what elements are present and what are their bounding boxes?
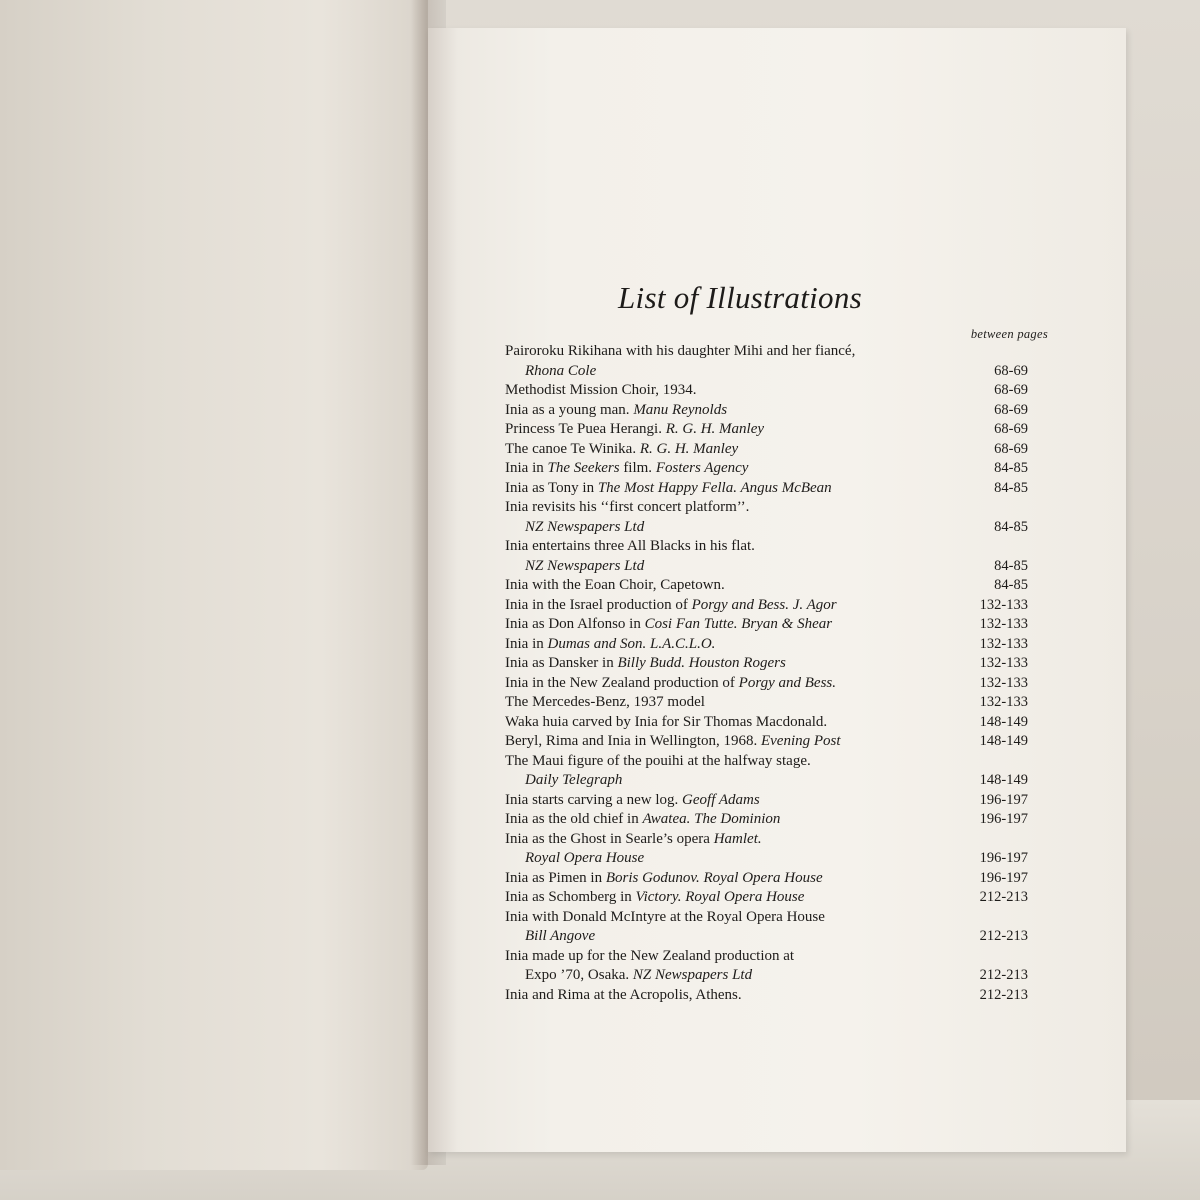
caption-credit-text: Billy Budd. Houston Rogers [617,655,786,671]
list-item [505,401,1050,421]
caption-text: Pairoroku Rikihana with his daughter Mihi and her fiancé, [505,343,856,359]
list-item [505,869,1050,889]
entry-page-range: 84-85 [994,577,1028,593]
caption-line [505,811,780,827]
left-page-show-through [30,250,410,950]
list-item [505,830,1050,869]
entry-caption [505,635,955,655]
entry-page-range: 132-133 [979,674,1028,691]
entry-page-range: 148-149 [979,713,1028,730]
caption-line [505,675,836,691]
caption-credit-text: Rhona Cole [525,362,597,379]
caption-text: Expo ’70, Osaka. [525,967,633,983]
caption-text: film. [619,460,656,476]
caption-continuation-line [505,362,955,382]
caption-text: Beryl, Rima and Inia in Wellington, 1968. [505,733,761,749]
list-item [505,810,1050,830]
entry-page-range: 68-69 [994,401,1028,418]
entry-caption [505,420,955,440]
caption-text: Princess Te Puea Herangi. [505,421,666,437]
list-item [505,947,1050,986]
caption-line [505,597,837,613]
caption-text: Inia as Tony in [505,479,598,496]
caption-text: Inia and Rima at the Acropolis, Athens. [505,986,742,1003]
caption-text: Inia in [505,460,548,476]
entry-caption [505,888,955,908]
caption-line [505,792,760,808]
list-item [505,440,1050,460]
caption-text: Inia starts carving a new log. [505,791,683,808]
page-title: List of Illustrations [618,280,863,315]
caption-credit-text: Daily Telegraph [525,772,623,788]
caption-line [505,577,725,593]
caption-text: Inia as Dansker in [505,655,618,671]
entry-page-range: 68-69 [994,440,1028,457]
entry-caption [505,401,955,421]
caption-line [505,655,786,671]
caption-text: Methodist Mission Choir, 1934. [505,382,697,398]
caption-credit-text: Hamlet. [713,830,762,847]
list-item [505,537,1050,576]
caption-line [505,382,697,398]
caption-continuation-line [505,927,955,947]
caption-credit-text: R. G. H. Manley [639,440,739,457]
caption-credit-text: R. G. H. Manley [665,421,765,437]
caption-line [505,870,823,886]
entry-page-range: 68-69 [994,362,1028,379]
caption-line [505,831,762,847]
caption-text: Waka huia carved by Inia for Sir Thomas Macdonald. [505,713,828,730]
caption-credit-text: Geoff Adams [682,791,760,808]
caption-line [505,538,755,554]
caption-line [505,714,827,730]
caption-line [505,948,794,964]
list-item [505,576,1050,596]
entry-caption [505,537,955,576]
caption-text: Inia as Don Alfonso in [505,616,645,632]
caption-text: Inia in [505,635,548,652]
entry-caption [505,596,955,616]
entry-caption [505,908,955,947]
entry-caption [505,713,955,733]
caption-credit-text: Fosters Agency [655,460,749,476]
entry-caption [505,869,955,889]
caption-text: Inia entertains three All Blacks in his flat. [505,538,755,554]
entries-list [505,342,1050,1005]
entry-caption [505,381,955,401]
caption-line [505,753,811,769]
caption-line [505,441,738,457]
caption-text: Inia made up for the New Zealand production at [505,947,795,964]
caption-continuation-line [505,966,955,986]
caption-credit-text: Bill Angove [525,928,596,944]
column-header: between pages [970,327,1048,341]
entry-caption [505,693,955,713]
entry-page-range: 84-85 [994,479,1028,496]
caption-credit-text: Boris Godunov. Royal Opera House [605,869,823,886]
entry-page-range: 84-85 [994,557,1028,574]
list-item [505,615,1050,635]
caption-text: The canoe Te Winika. [505,440,640,457]
entry-caption [505,830,955,869]
caption-line [505,402,727,418]
caption-line [505,343,855,359]
entry-caption [505,947,955,986]
list-item [505,420,1050,440]
entry-page-range: 196-197 [979,791,1028,808]
caption-text: Inia in the Israel production of [505,596,692,613]
entry-page-range: 212-213 [979,986,1028,1003]
entry-caption [505,479,955,499]
caption-line [505,480,832,496]
entry-caption [505,732,955,752]
caption-line [505,421,764,437]
caption-credit-text: NZ Newspapers Ltd [632,967,753,983]
caption-credit-text: NZ Newspapers Ltd [525,518,645,535]
caption-text: The Mercedes-Benz, 1937 model [505,694,705,710]
entry-page-range: 132-133 [979,596,1028,613]
caption-text: Inia revisits his ‘‘first concert platform’’. [505,499,750,515]
entry-page-range: 132-133 [979,655,1028,671]
list-item [505,459,1050,479]
list-item [505,908,1050,947]
illustrations-list [505,278,1050,1005]
entry-page-range: 212-213 [979,967,1028,983]
caption-credit-text: NZ Newspapers Ltd [525,557,645,574]
list-item [505,888,1050,908]
entry-page-range: 68-69 [994,421,1028,437]
right-page-gutter-shade [428,28,458,1152]
caption-line [505,499,749,515]
caption-continuation-line [505,849,955,869]
caption-credit-text: The Seekers [547,460,620,476]
caption-text: Inia as a young man. [505,401,634,418]
list-item [505,596,1050,616]
caption-text: Inia as the old chief in [505,811,643,827]
caption-continuation-line [505,518,955,538]
entry-caption [505,615,955,635]
caption-continuation-line [505,557,955,577]
entry-page-range: 148-149 [979,733,1028,749]
caption-continuation-line [505,771,955,791]
caption-credit-text: Victory. Royal Opera House [635,889,805,905]
list-item [505,713,1050,733]
entry-caption [505,440,955,460]
caption-credit-text: Manu Reynolds [633,401,728,418]
entry-caption [505,576,955,596]
caption-line [505,616,832,632]
caption-line [505,909,825,925]
entry-caption [505,654,955,674]
caption-text: Inia as Pimen in [505,869,606,886]
entry-page-range: 84-85 [994,460,1028,476]
entry-page-range: 212-213 [979,928,1028,944]
caption-line [505,694,705,710]
entry-page-range: 68-69 [994,382,1028,398]
caption-credit-text: Cosi Fan Tutte. Bryan & Shear [644,616,833,632]
caption-line [505,733,841,749]
entry-page-range: 196-197 [979,850,1028,866]
caption-credit-text: Awatea. The Dominion [642,811,781,827]
list-item [505,693,1050,713]
caption-credit-text: Porgy and Bess. J. Agor [691,596,837,613]
list-item [505,498,1050,537]
entry-page-range: 212-213 [979,889,1028,905]
caption-credit-text: Evening Post [760,733,841,749]
entry-caption [505,752,955,791]
list-item [505,674,1050,694]
entry-caption [505,342,955,381]
list-item [505,635,1050,655]
caption-text: Inia as Schomberg in [505,889,636,905]
caption-text: Inia as the Ghost in Searle’s opera [505,830,714,847]
list-item [505,791,1050,811]
caption-credit-text: Dumas and Son. L.A.C.L.O. [547,635,716,652]
caption-line [505,636,715,652]
list-item [505,732,1050,752]
entry-page-range: 132-133 [979,694,1028,710]
left-page [0,0,428,1170]
entry-page-range: 196-197 [979,811,1028,827]
caption-text: Inia with the Eoan Choir, Capetown. [505,577,725,593]
caption-text: Inia in the New Zealand production of [505,674,739,691]
caption-credit-text: Porgy and Bess. [738,674,837,691]
caption-line [505,987,742,1003]
entry-caption [505,674,955,694]
caption-text: Inia with Donald McIntyre at the Royal Opera House [505,908,825,925]
entry-page-range: 196-197 [979,869,1028,886]
entry-caption [505,498,955,537]
entry-caption [505,459,955,479]
caption-credit-text: Royal Opera House [525,850,645,866]
entry-caption [505,791,955,811]
entry-page-range: 132-133 [979,616,1028,632]
caption-credit-text: The Most Happy Fella. Angus McBean [597,479,832,496]
entry-caption [505,810,955,830]
caption-line [505,889,804,905]
caption-line [505,460,748,476]
list-item [505,986,1050,1006]
list-item [505,479,1050,499]
entry-page-range: 132-133 [979,635,1028,652]
list-item [505,654,1050,674]
entry-caption [505,986,955,1006]
list-item [505,381,1050,401]
caption-text: The Maui figure of the pouihi at the halfway stage. [505,752,811,769]
list-item [505,752,1050,791]
list-item [505,342,1050,381]
entry-page-range: 84-85 [994,518,1028,535]
entry-page-range: 148-149 [979,772,1028,788]
